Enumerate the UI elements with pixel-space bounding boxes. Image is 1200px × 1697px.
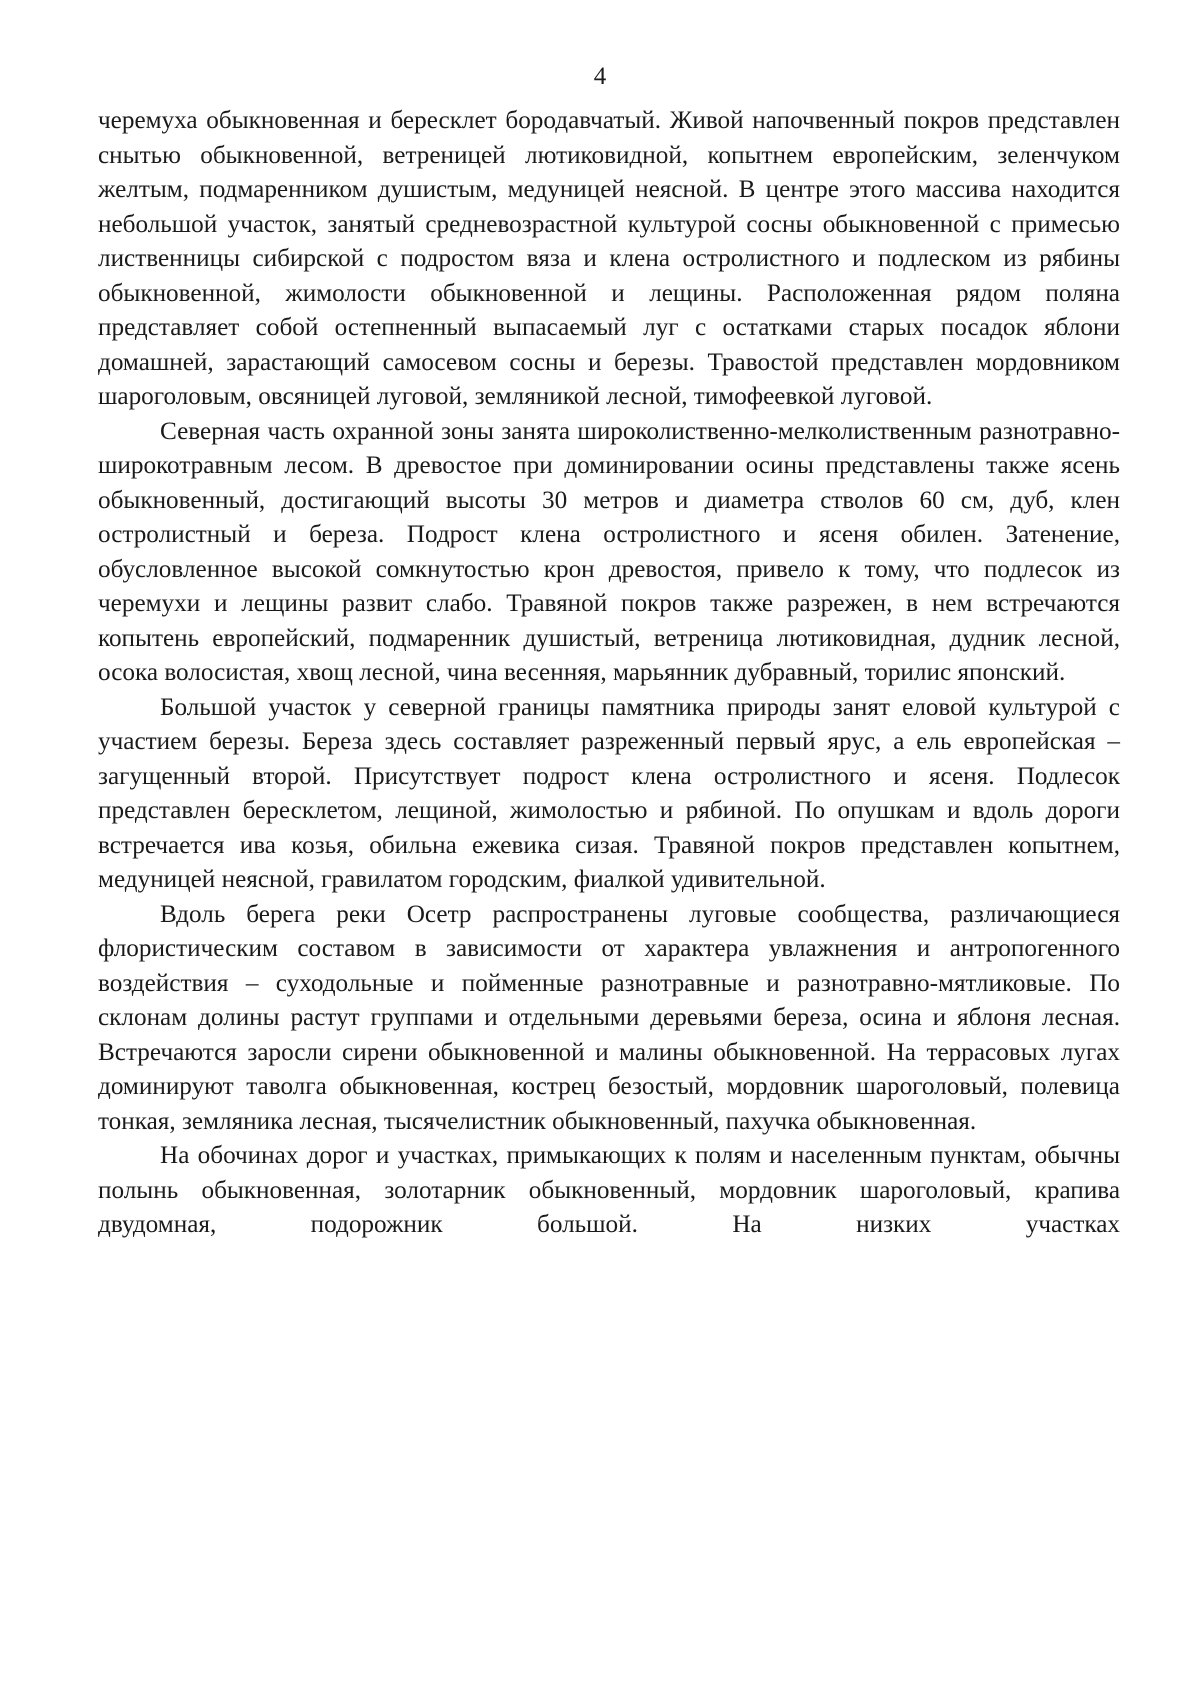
document-body [98,104,1120,1243]
paragraph-northern-zone: Северная часть охранной зоны занята широколиственно-мелколиственным разнотравно-широкотравным лесом. В древостое при доминировании осины представлены также ясень обыкновенный, достигающий высоты 30 метров и диаметра стволов 60 см, дуб, клен остролистный и береза. Подрост клена остролистного и ясеня обилен. Затенение, обусловленное высокой сомкнутостью крон древостоя, привело к тому, что подлесок из черемухи и лещины развит слабо. Травяной покров также разрежен, в нем встречаются копытень европейский, подмаренник душистый, ветреница лютиковидная, дудник лесной, осока волосистая, хвощ лесной, чина весенняя, марьянник дубравный, торилис японский. [98,417,1120,686]
page-number: 4 [593,63,607,90]
paragraph-continuation: черемуха обыкновенная и бересклет бородавчатый. Живой напочвенный покров представлен снытью обыкновенной, ветреницей лютиковидной, копытнем европейским, зеленчуком желтым, подмаренником душистым, медуницей неясной. В центре этого массива находится небольшой участок, занятый средневозрастной культурой сосны обыкновенной с примесью лиственницы сибирской с подростом вяза и клена остролистного и подлеском из рябины обыкновенной, жимолости обыкновенной и лещины. Расположенная рядом поляна представляет собой остепненный выпасаемый луг с остатками старых посадок яблони домашней, зарастающий самосевом сосны и березы. Травостой представлен мордовником шароголовым, овсяницей луговой, земляникой лесной, тимофеевкой луговой. [98,107,1120,410]
paragraph-river-meadows: Вдоль берега реки Осетр распространены луговые сообщества, различающиеся флористическим составом в зависимости от характера увлажнения и антропогенного воздействия – суходольные и пойменные разнотравные и разнотравно-мятликовые. По склонам долины растут группами и отдельными деревьями береза, осина и яблоня лесная. Встречаются заросли сирени обыкновенной и малины обыкновенной. На террасовых лугах доминируют таволга обыкновенная, кострец безостый, мордовник шароголовый, полевица тонкая, земляника лесная, тысячелистник обыкновенный, пахучка обыкновенная. [98,900,1120,1135]
paragraph-roadsides: На обочинах дорог и участках, примыкающих к полям и населенным пунктам, обычны полынь обыкновенная, золотарник обыкновенный, мордовник шароголовый, крапива двудомная, подорожник большой. На низких участках [98,1142,1120,1238]
paragraph-spruce-plot: Большой участок у северной границы памятника природы занят еловой культурой с участием березы. Береза здесь составляет разреженный первый ярус, а ель европейская – загущенный второй. Присутствует подрост клена остролистного и ясеня. Подлесок представлен бересклетом, лещиной, жимолостью и рябиной. По опушкам и вдоль дороги встречается ива козья, обильна ежевика сизая. Травяной покров представлен копытнем, медуницей неясной, гравилатом городским, фиалкой удивительной. [98,693,1120,893]
